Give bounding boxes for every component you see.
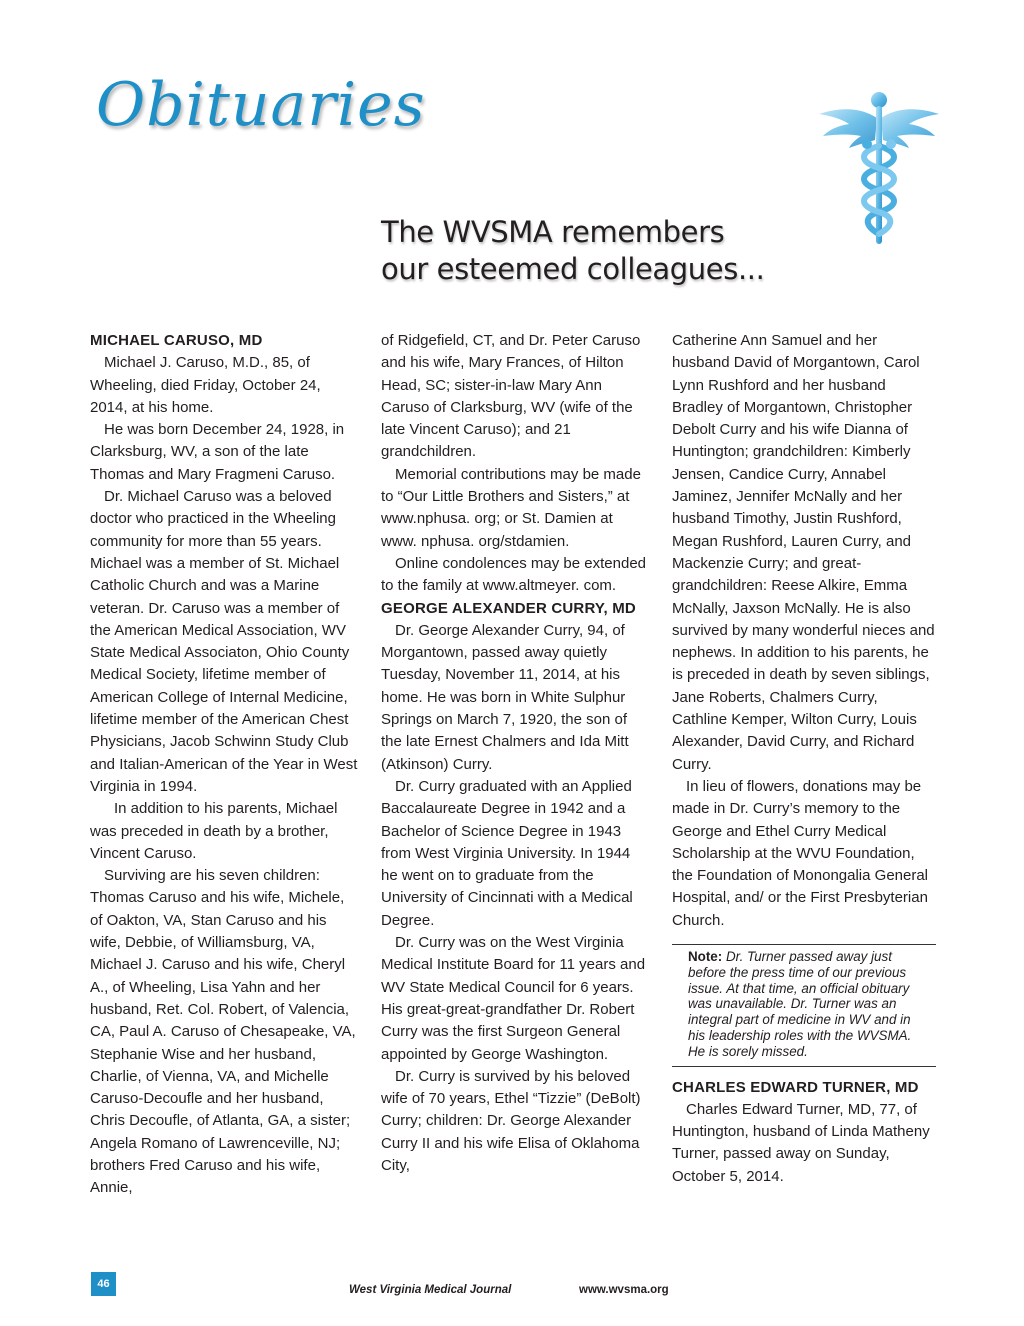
paragraph: of Ridgefield, CT, and Dr. Peter Caruso and his wife, Mary Frances, of Hilton Head, SC; sister-in-law Mary Ann Caruso of Clarksburg, WV (wife of the late Vincent Caruso); and 21 grandchildren.: [381, 332, 641, 461]
paragraph: Memorial contributions may be made to “Our Little Brothers and Sisters,” at www.nphusa. org; or St. Damien at www. nphusa. org/stdamien.: [381, 465, 641, 550]
paragraph: In addition to his parents, Michael was preceded in death by a brother, Vincent Caruso.: [90, 800, 338, 862]
note-label: Note:: [688, 949, 723, 965]
website-url: www.wvsma.org: [579, 1284, 669, 1296]
paragraph: Dr. George Alexander Curry, 94, of Morgantown, passed away quietly Tuesday, November 11, 2014, at his home. He was born in White Sulphur Springs on March 7, 1920, the son of the late Ernest Chalmers and Ida Mitt (Atkinson) Curry.: [381, 621, 629, 773]
obituary-name-curry: GEORGE ALEXANDER CURRY, MD: [381, 599, 636, 617]
paragraph: Catherine Ann Samuel and her husband David of Morgantown, Carol Lynn Rushford and her husband Bradley of Morgantown, Christopher Debolt Curry and his wife Dianna of Huntington; grandchildren: Kimberly Jensen, Candice Curry, Annabel Jaminez, Jennifer McNally and her husband Timothy, Justin Rushford, Megan Rushford, Lauren Curry, and Mackenzie Curry; and great-grandchildren: Reese Alkire, Emma McNally, Jaxson McNally. He is also survived by many wonderful nieces and nephews. In addition to his parents, he is preceded in death by seven siblings, Jane Roberts, Chalmers Curry, Cathline Kemper, Wilton Curry, Louis Alexander, David Curry, and Richard Curry.: [672, 332, 935, 773]
caduceus-icon: [815, 88, 943, 248]
paragraph: He was born December 24, 1928, in Clarksburg, WV, a son of the late Thomas and Mary Fragmeni Caruso.: [90, 421, 345, 483]
page-title: Obituaries: [96, 70, 426, 140]
subtitle-line-1: The WVSMA remembers: [381, 215, 725, 249]
obituary-name-turner: CHARLES EDWARD TURNER, MD: [672, 1078, 919, 1096]
paragraph: Online condolences may be extended to the family at www.altmeyer. com.: [381, 554, 647, 595]
paragraph: Charles Edward Turner, MD, 77, of Huntington, husband of Linda Matheny Turner, passed away on Sunday, October 5, 2014.: [672, 1100, 930, 1185]
column-1: [90, 330, 358, 1200]
column-3: [672, 330, 936, 1188]
paragraph: Surviving are his seven children: Thomas Caruso and his wife, Michele, of Oakton, VA, Stan Caruso and his wife, Debbie, of Williamsburg, VA, Michael J. Caruso and his wife, Cheryl A., of Wheeling, Lisa Yahn and her husband, Ret. Col. Robert, of Valencia, CA, Paul A. Caruso of Chesapeake, VA, Stephanie Wise and her husband, Charlie, of Vienna, VA, and Michelle Caruso-Decoufle and her husband, Chris Decoufle, of Atlanta, GA, a sister; Angela Romano of Lawrenceville, NJ; brothers Fred Caruso and his wife, Annie,: [90, 867, 356, 1197]
column-2: [381, 330, 649, 1177]
page-subtitle: [381, 214, 764, 288]
note-text: Dr. Turner passed away just before the press time of our previous issue. At that time, an official obituary was unavailable. Dr. Turner was an integral part of medicine in WV and in his leadership roles with the WVSMA. He is sorely missed.: [688, 949, 912, 1059]
subtitle-line-2: our esteemed colleagues...: [381, 252, 765, 286]
paragraph: Michael J. Caruso, M.D., 85, of Wheeling, died Friday, October 24, 2014, at his home.: [90, 354, 321, 416]
page-number: 46: [91, 1272, 116, 1296]
paragraph: Dr. Curry is survived by his beloved wife of 70 years, Ethel “Tizzie” (DeBolt) Curry; children: Dr. George Alexander Curry II and his wife Elisa of Oklahoma City,: [381, 1067, 641, 1174]
paragraph: Dr. Curry was on the West Virginia Medical Institute Board for 11 years and WV State Medical Council for 6 years. His great-great-grandfather Dr. Robert Curry was the first Surgeon General appointed by George Washington.: [381, 934, 646, 1063]
obituary-name-caruso: MICHAEL CARUSO, MD: [90, 332, 263, 349]
paragraph: Dr. Curry graduated with an Applied Baccalaureate Degree in 1942 and a Bachelor of Science Degree in 1943 from West Virginia University. In 1944 he went on to graduate from the University of Cincinnati with a Medical Degree.: [381, 777, 633, 929]
journal-name: West Virginia Medical Journal: [349, 1284, 512, 1296]
paragraph: In lieu of flowers, donations may be made in Dr. Curry’s memory to the George and Ethel Curry Medical Scholarship at the WVU Foundation, the Foundation of Monongalia General Hospital, and/ or the First Presbyterian Church.: [672, 777, 929, 929]
note-box: [672, 944, 936, 1067]
paragraph: Dr. Michael Caruso was a beloved doctor who practiced in the Wheeling community for more than 55 years. Michael was a member of St. Michael Catholic Church and was a Marine veteran. Dr. Caruso was a member of the American Medical Association, WV State Medical Associaton, Ohio County Medical Society, lifetime member of American College of Internal Medicine, lifetime member of the American Chest Physicians, Jacob Schwinn Study Club and Italian-American of the Year in West Virginia in 1994.: [90, 488, 358, 795]
